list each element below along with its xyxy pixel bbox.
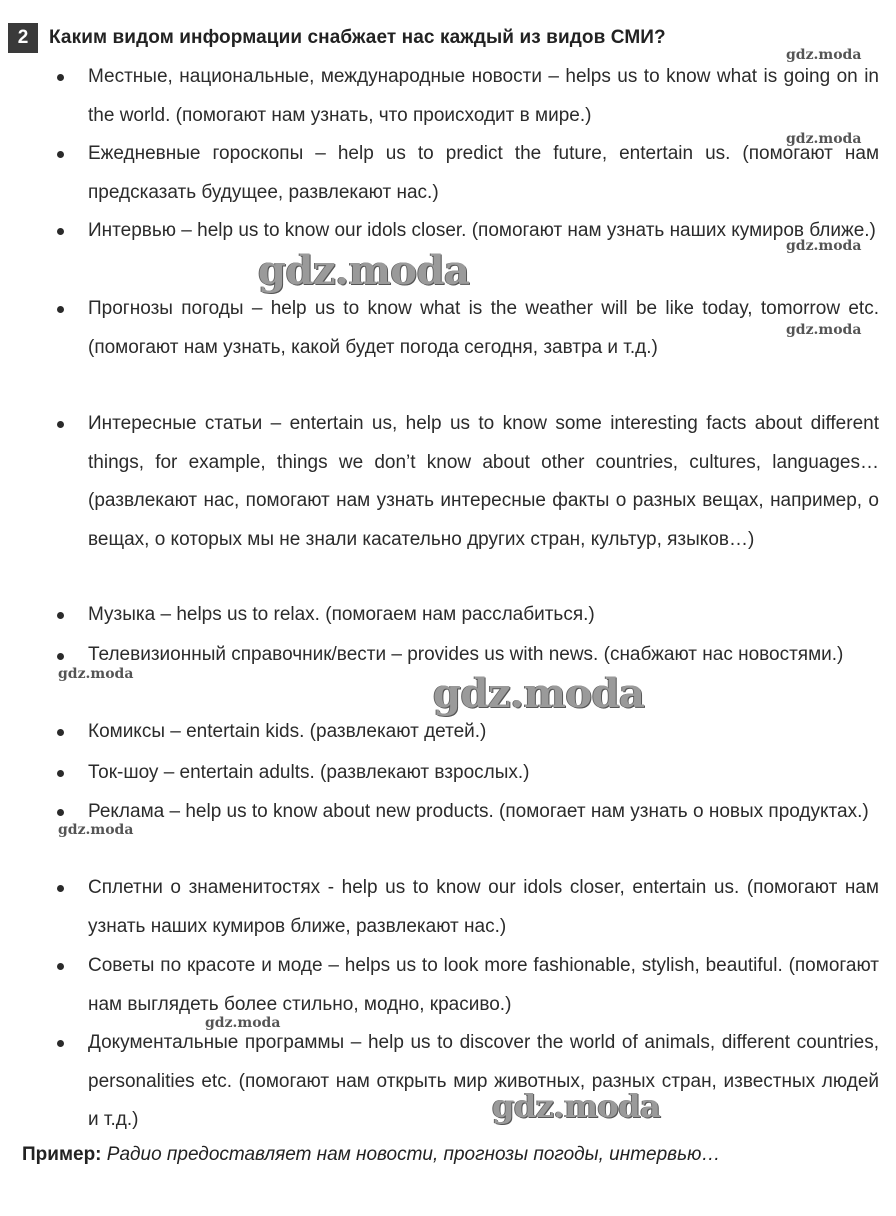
watermark: gdz.moda [58, 822, 134, 838]
bullet-icon [57, 653, 64, 660]
watermark: gdz.moda [58, 666, 134, 682]
list-item-text: Комиксы – entertain kids. (развлекают детей.) [88, 721, 487, 742]
list-item-text: Музыка – helps us to relax. (помогаем нам расслабиться.) [88, 604, 595, 625]
task-number-badge: 2 [8, 23, 38, 53]
example-line [22, 1144, 720, 1166]
list-item-text: Ежедневные гороскопы – help us to predict the future, entertain us. (помогают нам предсказать будущее, развлекают нас.) [88, 143, 879, 203]
list-item-text: Местные, национальные, международные новости – helps us to know what is going on in the world. (помогают нам узнать, что происходит в мире.) [88, 66, 879, 126]
list-item-text: Ток-шоу – entertain adults. (развлекают взрослых.) [88, 762, 530, 783]
bullet-icon [57, 228, 64, 235]
bullet-icon [57, 151, 64, 158]
list-item-text: Интересные статьи – entertain us, help us to know some interesting facts about different things, for example, things we don’t know about other countries, cultures, languages…(развлекают нас, помогают нам узнать интересные факты о разных вещах, например, о вещах, о которых мы не знали касательно других стран, культур, языков…) [88, 413, 879, 550]
list-item-text: Советы по красоте и моде – helps us to look more fashionable, stylish, beautiful. (помогают нам выглядеть более стильно, модно, красиво.) [88, 955, 879, 1015]
list-item-text: Документальные программы – help us to discover the world of animals, different countries, personalities etc. (помогают нам открыть мир животных, разных стран, известных людей и т.д.) [88, 1032, 879, 1130]
list-item-text: Телевизионный справочник/вести – provides us with news. (снабжают нас новостями.) [88, 644, 844, 665]
watermark: gdz.moda [492, 1087, 661, 1125]
example-label: Пример: [22, 1144, 102, 1165]
bullet-icon [57, 421, 64, 428]
watermark: gdz.moda [433, 670, 645, 717]
watermark: gdz.moda [786, 322, 862, 338]
bullet-icon [57, 729, 64, 736]
bullet-icon [57, 1040, 64, 1047]
example-text: Радио предоставляет нам новости, прогнозы погоды, интервью… [106, 1144, 721, 1165]
watermark: gdz.moda [786, 131, 862, 147]
bullet-icon [57, 885, 64, 892]
list-item-text: Сплетни о знаменитостях - help us to know our idols closer, entertain us. (помогают нам узнать наших кумиров ближе, развлекают нас.) [88, 877, 879, 937]
watermark: gdz.moda [786, 47, 862, 63]
bullet-icon [57, 74, 64, 81]
bullet-icon [57, 809, 64, 816]
watermark: gdz.moda [786, 238, 862, 254]
watermark: gdz.moda [205, 1015, 281, 1031]
bullet-icon [57, 612, 64, 619]
task-question: Каким видом информации снабжает нас каждый из видов СМИ? [49, 27, 666, 48]
task-header [8, 23, 666, 53]
list-item-text: Реклама – help us to know about new products. (помогает нам узнать о новых продуктах.) [88, 801, 869, 822]
list-item-text: Интервью – help us to know our idols closer. (помогают нам узнать наших кумиров ближе.) [88, 220, 876, 241]
bullet-icon [57, 963, 64, 970]
watermark: gdz.moda [258, 247, 470, 294]
list-item-text: Прогнозы погоды – help us to know what is the weather will be like today, tomorrow etc. (помогают нам узнать, какой будет погода сегодня, завтра и т.д.) [88, 298, 879, 358]
bullet-icon [57, 770, 64, 777]
bullet-icon [57, 306, 64, 313]
